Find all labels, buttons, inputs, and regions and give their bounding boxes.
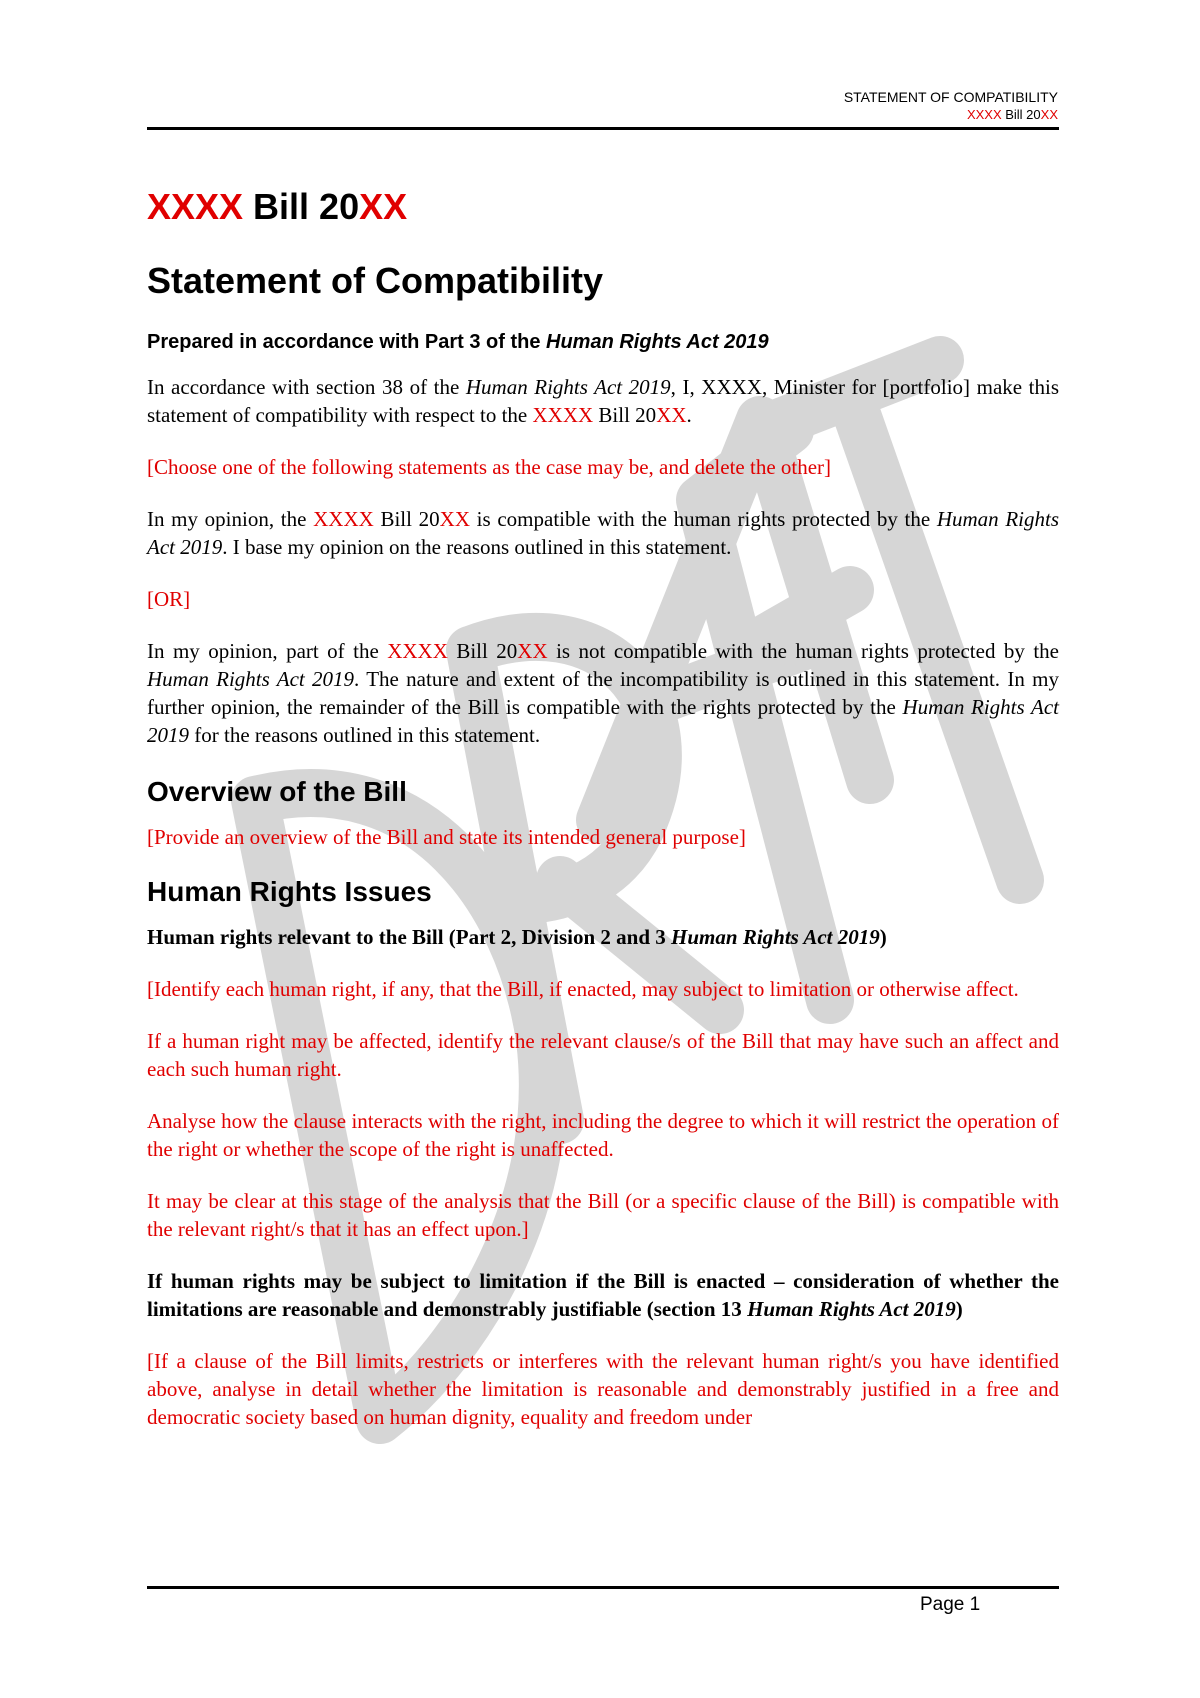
clear-instruction: It may be clear at this stage of the analysis that the Bill (or a specific clause of the Bill) is compatible with the relevant right/s that it has an effect upon.]	[147, 1189, 1059, 1241]
para1-text-b: , I, XXXX, Minister for [portfolio] make this statement of compatibility with respect to the	[147, 375, 1059, 427]
header-subtitle	[844, 106, 1058, 124]
footer-rule	[147, 1586, 1059, 1589]
limitation-heading	[147, 1267, 1059, 1323]
para2-text-a: In my opinion, the	[147, 507, 314, 531]
header-sub-suffix: XX	[1040, 107, 1058, 122]
para3-year-placeholder: XX	[517, 639, 548, 663]
para3-text-d: . The nature and extent of the incompatibility is outlined in this statement. In my further opinion, the remainder of the Bill is compatible with the rights protected by the	[147, 667, 1059, 719]
header-sub-mid: Bill 20	[1001, 107, 1041, 122]
para2-text-c: is compatible with the human rights protected by the	[470, 507, 937, 531]
document-body	[147, 185, 1059, 1431]
or-separator: [OR]	[147, 587, 191, 611]
incompatible-paragraph	[147, 637, 1059, 749]
choose-instruction: [Choose one of the following statements as the case may be, and delete the other]	[147, 455, 832, 479]
title-year-placeholder: XX	[359, 186, 408, 227]
header-sub-prefix: XXXX	[966, 107, 1002, 122]
para1-year-placeholder: XX	[656, 403, 687, 427]
para2-act: Human Rights Act 2019	[147, 507, 1060, 559]
prepared-act: Human Rights Act 2019	[546, 331, 769, 353]
limitation-act: Human Rights Act 2019	[747, 1297, 956, 1321]
document-subtitle: Statement of Compatibility	[147, 260, 604, 301]
intro-paragraph	[147, 373, 1059, 429]
para2-placeholder: XXXX	[313, 507, 374, 531]
limitation-text-b: )	[955, 1297, 963, 1321]
para3-text-b: Bill 20	[447, 639, 518, 663]
prepared-lead: Prepared in accordance with Part 3 of the	[147, 331, 547, 353]
para3-text-e: for the reasons outlined in this statement.	[189, 723, 541, 747]
para2-text-b: Bill 20	[373, 507, 440, 531]
para1-text-d: .	[686, 403, 692, 427]
header-title: STATEMENT OF COMPATIBILITY	[843, 89, 1058, 105]
para2-year-placeholder: XX	[439, 507, 470, 531]
compatible-paragraph	[147, 505, 1059, 561]
relevant-text-a: Human rights relevant to the Bill (Part 2, Division 2 and 3	[147, 925, 672, 949]
overview-instruction: [Provide an overview of the Bill and state its intended general purpose]	[147, 825, 746, 849]
para1-placeholder: XXXX	[532, 403, 594, 427]
page-number: Page 1	[920, 1594, 981, 1615]
para3-placeholder: XXXX	[387, 639, 448, 663]
header-rule	[147, 127, 1059, 130]
page-header	[844, 88, 1058, 124]
para3-text-c: is not compatible with the human rights protected by the	[547, 639, 1059, 663]
limits-instruction: [If a clause of the Bill limits, restricts or interferes with the relevant human right/s you have identified above, analyse in detail whether the limitation is reasonable and demonstrably justified in a free and democratic society based on human dignity, equality and freedom under	[147, 1349, 1059, 1429]
para3-text-a: In my opinion, part of the	[147, 639, 388, 663]
para2-text-d: . I base my opinion on the reasons outlined in this statement.	[222, 535, 732, 559]
relevant-act: Human Rights Act 2019	[671, 925, 880, 949]
title-mid: Bill 20	[243, 186, 360, 227]
para1-text-a: In accordance with section 38 of the	[147, 375, 466, 399]
affected-instruction: If a human right may be affected, identify the relevant clause/s of the Bill that may have such an affect and each such human right.	[147, 1029, 1059, 1081]
para3-act-2: Human Rights Act 2019	[147, 695, 1059, 747]
limitation-text-a: If human rights may be subject to limitation if the Bill is enacted – consideration of whether the limitations are reasonable and demonstrably justifiable (section 13	[147, 1269, 1059, 1321]
para1-act: Human Rights Act 2019	[465, 375, 671, 399]
document-title	[147, 185, 1059, 229]
title-placeholder: XXXX	[147, 186, 244, 227]
issues-heading: Human Rights Issues	[147, 876, 432, 907]
prepared-statement	[147, 329, 1059, 355]
relevant-rights-heading	[147, 923, 1059, 951]
para3-act-1: Human Rights Act 2019	[147, 667, 355, 691]
overview-heading: Overview of the Bill	[147, 776, 407, 807]
para1-text-c: Bill 20	[593, 403, 657, 427]
analyse-instruction: Analyse how the clause interacts with the right, including the degree to which it will restrict the operation of the right or whether the scope of the right is unaffected.	[147, 1109, 1059, 1161]
relevant-text-b: )	[879, 925, 887, 949]
identify-instruction: [Identify each human right, if any, that the Bill, if enacted, may subject to limitation or otherwise affect.	[147, 977, 1019, 1001]
